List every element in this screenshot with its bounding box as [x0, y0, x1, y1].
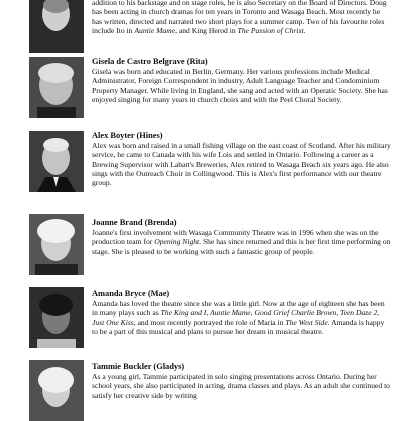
bio-text: .: [303, 25, 306, 35]
bio-italic-title: The West Side: [285, 317, 328, 327]
bio-text: . Amanda is happy to be a part of this musical and plans to pursue her dream in musical theatre.: [92, 317, 385, 336]
bio-text: Gisela was born and educated in Berlin, Germany. Her various professions include Medical Administrator, Foreign Correspondent in industry, Adult Language Teacher and Condominium Property Manager. While living in England, she sang and acted with an Operatic Society. She has enjoyed singing for many years in church choirs and with the Peel Choral Society.: [92, 67, 388, 104]
headshot-photo: [29, 57, 84, 118]
cast-bio: [92, 67, 392, 104]
bio-text: Alex was born and raised in a small fishing village on the east coast of Scotland. After his military service, he came to Canada with his wife Lois and settled in Ontario. Following a career as a Brewing Supervisor with Labatt's Breweries, Alex retired to Wasaga Beach six years ago. He also sings with the Outreach Choir in Collingwood. This is Alex's first performance with our theatre group.: [92, 141, 391, 188]
cast-bio: [92, 372, 392, 400]
cast-bio: [92, 228, 392, 256]
cast-bio: [92, 0, 392, 35]
cast-name: Joanne Brand (Brenda): [92, 218, 177, 227]
headshot-photo: [29, 131, 84, 192]
headshot-photo: [29, 214, 84, 275]
headshot-photo: [29, 0, 84, 53]
bio-text: , and most recently portrayed the role of Maria in: [133, 317, 286, 327]
bio-italic-title: Auntie Mame: [134, 25, 176, 35]
bio-text: As a young girl, Tammie participated in solo singing presentations across Ontario. During her school years, she also participated in acting, drama classes and plays. As an adult she continued to satisfy her creative side by writing: [92, 372, 390, 400]
bio-italic-title: The King and I, Auntie Mame, Good Grief Charlie Brown, Teen Daze 2, Just One Kiss: [92, 308, 380, 327]
bio-text: Amanda has loved the theatre since she was a little girl. Now at the age of eighteen she has been in many plays such as: [92, 299, 385, 318]
cast-name: Tammie Buckler (Gladys): [92, 362, 185, 371]
cast-name: Gisela de Castro Belgrave (Rita): [92, 57, 208, 66]
cast-name: Alex Boyter (Hines): [92, 131, 163, 140]
cast-bio: [92, 299, 392, 336]
bio-text: addition to his backstage and on stage roles, he is also Secretary on the Board of Directors. Doug has been acting in church dramas for ten years in Toronto and Wasaga Beach. Most recently he has written, directed and narrated two short plays for a summer camp. Two of his favourite roles include Ito in: [92, 0, 387, 35]
bio-text: , and King Herod in: [175, 25, 238, 35]
bio-text: Joanne's first involvement with Wasaga Community Theatre was in 1996 when she was on the production team for: [92, 228, 379, 247]
bio-text: . She has since returned and this is her first time performing on stage. She is pleased to be working with such a fantastic group of people.: [92, 237, 391, 256]
cast-name: Amanda Bryce (Mae): [92, 289, 170, 298]
bio-italic-title: The Passion of Christ: [237, 25, 304, 35]
bio-italic-title: Opening Night: [154, 237, 200, 247]
headshot-photo: [29, 287, 84, 348]
cast-bio: [92, 141, 392, 187]
headshot-photo: [29, 360, 84, 421]
